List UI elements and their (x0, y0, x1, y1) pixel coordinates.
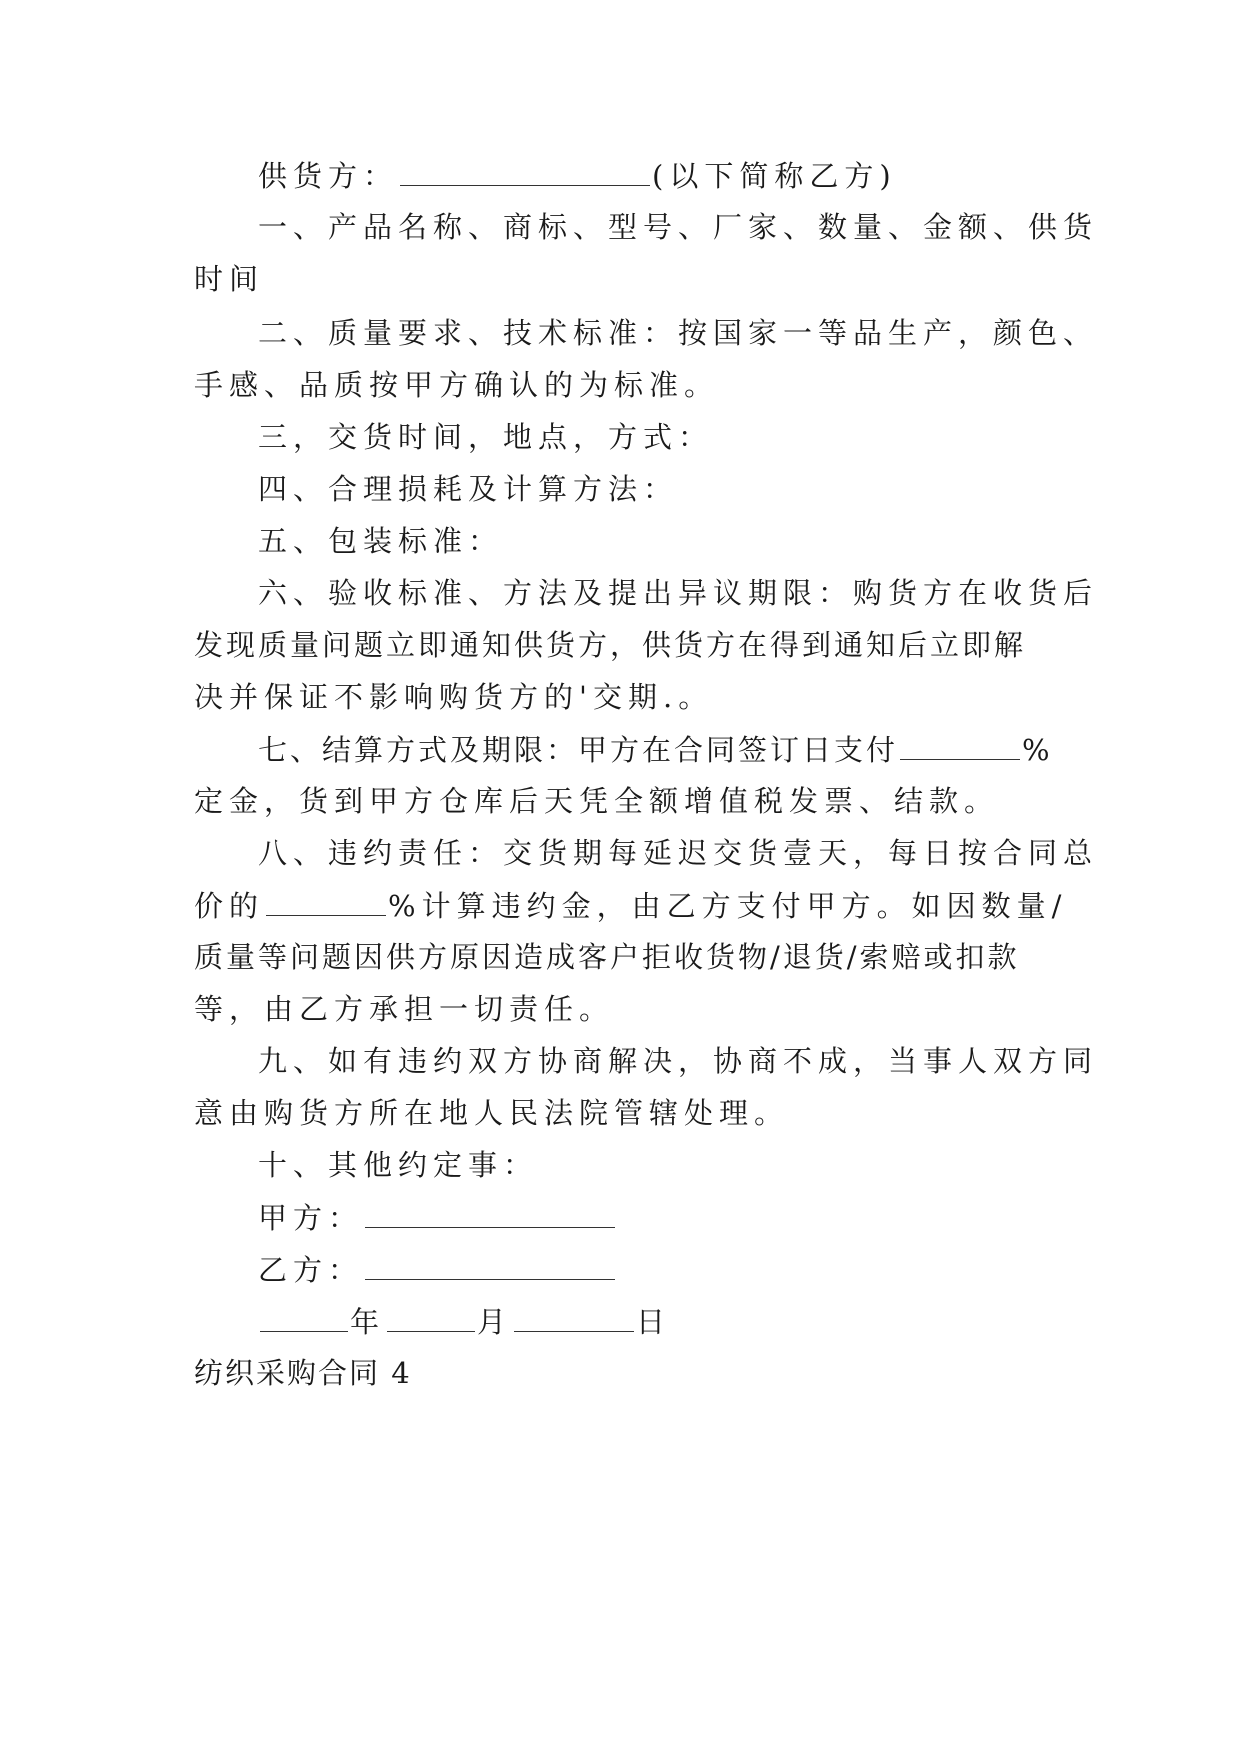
year-label: 年 (350, 1305, 386, 1339)
clause-6-line-2: 发现质量问题立即通知供货方，供货方在得到通知后立即解 (194, 628, 1027, 662)
day-label: 日 (636, 1305, 672, 1339)
party-b-line (258, 1249, 617, 1289)
clause-5: 五、包装标准： (258, 524, 504, 558)
clause-1-line-2: 时间 (194, 262, 265, 296)
clause-8-prefix: 价的 (194, 889, 265, 923)
clause-8-line-1: 八、违约责任：交货期每延迟交货壹天，每日按合同总 (258, 836, 1099, 870)
supplier-line (258, 155, 897, 195)
party-b-blank (365, 1249, 615, 1280)
clause-3: 三，交货时间，地点，方式： (258, 420, 714, 454)
clause-6-line-1: 六、验收标准、方法及提出异议期限：购货方在收货后 (258, 576, 1099, 610)
party-a-line (258, 1197, 617, 1237)
clause-7-line-1 (258, 729, 1053, 769)
supplier-abbrev: (以下简称乙方) (652, 159, 897, 193)
clause-9-line-1: 九、如有违约双方协商解决，协商不成，当事人双方同 (258, 1044, 1099, 1078)
party-a-blank (365, 1197, 615, 1228)
clause-6-line-3: 决并保证不影响购货方的'交期.。 (194, 680, 714, 714)
clause-8-line-2 (194, 885, 1067, 925)
clause-2-line-1: 二、质量要求、技术标准：按国家一等品生产，颜色、 (258, 316, 1099, 350)
clause-2-line-2: 手感、品质按甲方确认的为标准。 (194, 368, 720, 402)
clause-1-line-1: 一、产品名称、商标、型号、厂家、数量、金额、供货 (258, 210, 1099, 244)
percent-sign: % (1022, 733, 1053, 767)
clause-8-line-4: 等，由乙方承担一切责任。 (194, 992, 615, 1026)
clause-8-suffix: %计算违约金，由乙方支付甲方。如因数量/ (388, 889, 1068, 923)
clause-10: 十、其他约定事： (258, 1148, 539, 1182)
date-line (258, 1301, 671, 1341)
clause-9-line-2: 意由购货方所在地人民法院管辖处理。 (194, 1096, 790, 1130)
supplier-label: 供货方： (258, 159, 399, 193)
year-blank (260, 1301, 348, 1332)
party-a-label: 甲方： (258, 1201, 364, 1235)
day-blank (514, 1301, 634, 1332)
party-b-label: 乙方： (258, 1253, 364, 1287)
penalty-percent-blank (266, 885, 386, 916)
clause-8-line-3: 质量等问题因供方原因造成客户拒收货物/退货/索赔或扣款 (194, 940, 1020, 974)
supplier-blank (400, 155, 650, 186)
clause-7-line-2: 定金，货到甲方仓库后天凭全额增值税发票、结款。 (194, 784, 1000, 818)
month-blank (387, 1301, 475, 1332)
clause-7-text: 七、结算方式及期限：甲方在合同签订日支付 (258, 733, 899, 767)
month-label: 月 (477, 1305, 513, 1339)
clause-4: 四、合理损耗及计算方法： (258, 472, 679, 506)
deposit-percent-blank (900, 729, 1020, 760)
next-section-title: 纺织采购合同 4 (194, 1356, 412, 1390)
